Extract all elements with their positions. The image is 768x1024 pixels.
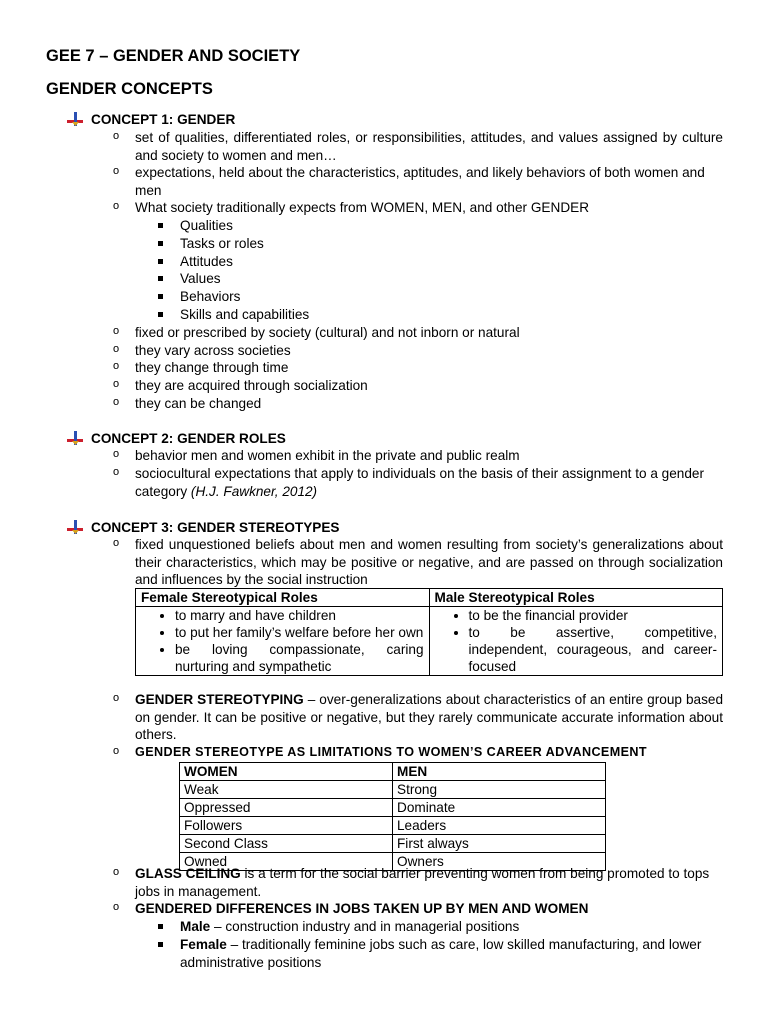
list-item: o they can be changed (113, 396, 262, 411)
sub-list-item: Female – traditionally feminine jobs such as care, low skilled manufacturing, and lower administrative positions (158, 936, 718, 971)
list-item: • to marry and have children (175, 607, 424, 624)
square-icon (158, 223, 163, 228)
circle-icon: o (113, 396, 120, 408)
concept1-heading (67, 111, 235, 129)
list-item (113, 900, 723, 918)
list-item: o set of qualities, differentiated roles, or responsibilities, attitudes, and values assigned by culture and society to women and men… (113, 130, 723, 163)
table-header: Male Stereotypical Roles (429, 589, 723, 607)
list-item: o GLASS CEILING is a term for the social barrier preventing women from being promoted to tops jobs in management. (113, 866, 710, 899)
circle-icon: o (113, 448, 120, 460)
table-row: Oppressed Dominate (180, 799, 606, 817)
subsection-heading: GENDERED DIFFERENCES IN JOBS TAKEN UP BY MEN AND WOMEN (135, 901, 589, 916)
table-row: Owned Owners (180, 853, 606, 871)
square-icon (158, 924, 163, 929)
circle-icon: o (113, 378, 120, 390)
list-item: • to be the financial provider (469, 607, 718, 624)
concept3-heading (67, 519, 340, 537)
table-row: Followers Leaders (180, 817, 606, 835)
square-icon (158, 312, 163, 317)
pin-arrow-icon (67, 520, 83, 534)
list-item: o behavior men and women exhibit in the private and public realm (113, 448, 520, 463)
list-item: o GENDER STEREOTYPING – over-generalizations about characteristics of an entire group based on gender. It can be positive or negative, but they rarely communicate accurate information about others. (113, 692, 723, 743)
circle-icon: o (113, 745, 120, 757)
circle-icon: o (113, 360, 120, 372)
list-item: • be loving compassionate, caring nurturing and sympathetic (175, 641, 424, 675)
list-item: o fixed or prescribed by society (cultural) and not inborn or natural (113, 325, 520, 340)
concept3-title: CONCEPT 3: GENDER STEREOTYPES (91, 520, 340, 535)
square-icon (158, 276, 163, 281)
term-label: GLASS CEILING (135, 866, 241, 881)
circle-icon: o (113, 343, 120, 355)
concept2-title: CONCEPT 2: GENDER ROLES (91, 431, 286, 446)
list-item: o they are acquired through socialization (113, 378, 368, 393)
table-header: Female Stereotypical Roles (136, 589, 430, 607)
circle-icon: o (113, 901, 120, 913)
page-title: GEE 7 – GENDER AND SOCIETY (46, 47, 301, 65)
section-title: GENDER CONCEPTS (46, 80, 213, 98)
list-item: • to put her family’s welfare before her own (175, 624, 424, 641)
circle-icon: o (113, 866, 120, 878)
sub-list-item: Behaviors (158, 288, 718, 306)
sub-list-item: Values (158, 270, 718, 288)
list-item: o sociocultural expectations that apply to individuals on the basis of their assignment to a gender category (H.J. Fawkner, 2012) (113, 466, 705, 499)
pin-arrow-icon (67, 431, 83, 445)
concept1-title: CONCEPT 1: GENDER (91, 112, 236, 127)
sub-list-item: Attitudes (158, 253, 718, 271)
female-roles-cell (136, 607, 430, 676)
male-roles-cell (429, 607, 723, 676)
sub-list-item: Qualities (158, 217, 718, 235)
sub-list-item: Tasks or roles (158, 235, 718, 253)
term-label: GENDER STEREOTYPING (135, 692, 304, 707)
list-item: o they change through time (113, 360, 289, 375)
circle-icon: o (113, 325, 120, 337)
citation: (H.J. Fawkner, 2012) (190, 483, 318, 499)
square-icon (158, 294, 163, 299)
square-icon (158, 259, 163, 264)
table-header: WOMEN (180, 763, 393, 781)
list-item: • to be assertive, competitive, independent, courageous, and career-focused (469, 624, 718, 675)
pin-arrow-icon (67, 112, 83, 126)
table-row: Weak Strong (180, 781, 606, 799)
circle-icon: o (113, 130, 120, 142)
square-icon (158, 241, 163, 246)
circle-icon: o (113, 165, 120, 177)
table-row: Second Class First always (180, 835, 606, 853)
list-item: o What society traditionally expects from WOMEN, MEN, and other GENDER (113, 200, 590, 215)
circle-icon: o (113, 692, 120, 704)
circle-icon: o (113, 537, 120, 549)
concept2-heading (67, 430, 286, 448)
square-icon (158, 942, 163, 947)
circle-icon: o (113, 466, 120, 478)
list-item: o they vary across societies (113, 343, 291, 358)
list-item (113, 744, 723, 762)
list-item: o fixed unquestioned beliefs about men and women resulting from society’s generalizations about their characteristics, which may be positive or negative, and are passed on through socialization and influences by the social instruction (113, 537, 723, 588)
sub-list-item: Male – construction industry and in managerial positions (158, 918, 718, 936)
stereotypical-roles-table (135, 588, 723, 676)
subsection-heading: GENDER STEREOTYPE AS LIMITATIONS TO WOMEN’S CAREER ADVANCEMENT (135, 745, 648, 759)
sub-list-item: Skills and capabilities (158, 306, 718, 324)
limitations-table (179, 762, 606, 871)
table-header: MEN (393, 763, 606, 781)
circle-icon: o (113, 200, 120, 212)
list-item: o expectations, held about the characteristics, aptitudes, and likely behaviors of both women and men (113, 165, 705, 198)
